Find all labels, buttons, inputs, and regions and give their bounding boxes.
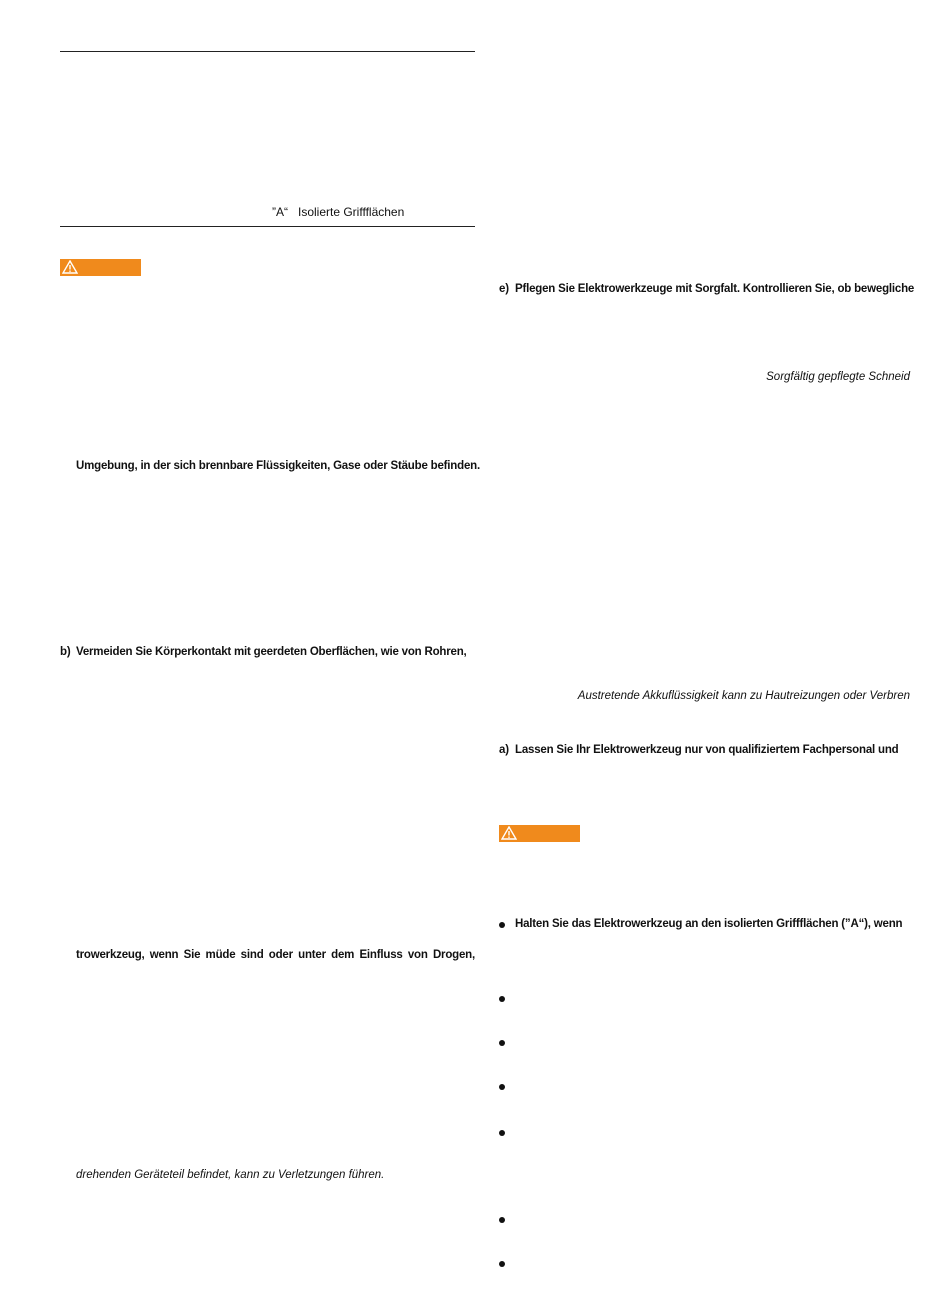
warning-bar <box>499 825 580 842</box>
text-akkufluessigkeit: Austretende Akkuflüssigkeit kann zu Hautreizungen oder Verbren <box>577 690 910 702</box>
text-umgebung: Umgebung, in der sich brennbare Flüssigkeiten, Gase oder Stäube befinden. <box>76 460 480 472</box>
bullet-text-halten: Halten Sie das Elektrowerkzeug an den isolierten Griffflächen (”A“), wenn <box>515 918 903 930</box>
bullet-point <box>499 1130 505 1136</box>
list-item-text: Pflegen Sie Elektrowerkzeuge mit Sorgfalt. Kontrollieren Sie, ob bewegliche <box>515 283 915 295</box>
bullet-point <box>499 1084 505 1090</box>
warning-triangle-icon <box>62 260 78 274</box>
list-marker: b) <box>60 646 71 658</box>
figure-bottom-rule <box>60 226 475 227</box>
bullet-point <box>499 996 505 1002</box>
figure-label: ”A“ <box>272 205 288 219</box>
bullet-point <box>499 922 505 928</box>
list-item-text: Lassen Sie Ihr Elektrowerkzeug nur von qualifiziertem Fachpersonal und <box>515 744 899 756</box>
list-marker: e) <box>499 283 509 295</box>
bullet-point <box>499 1040 505 1046</box>
text-sorgfaeltig: Sorgfältig gepflegte Schneid <box>766 371 910 383</box>
list-item-e <box>499 283 914 295</box>
text-trowerkzeug: trowerkzeug, wenn Sie müde sind oder unter dem Einfluss von Drogen, <box>76 949 475 961</box>
list-item-b <box>60 646 467 658</box>
list-item-text: Vermeiden Sie Körperkontakt mit geerdeten Oberflächen, wie von Rohren, <box>76 646 467 658</box>
text-drehenden: drehenden Geräteteil befindet, kann zu Verletzungen führen. <box>76 1169 385 1181</box>
list-marker: a) <box>499 744 509 756</box>
figure-top-rule <box>60 51 475 52</box>
list-item-a <box>499 744 899 756</box>
bullet-point <box>499 1261 505 1267</box>
figure-caption: Isolierte Griffflächen <box>298 205 405 219</box>
warning-triangle-icon <box>501 826 517 840</box>
bullet-point <box>499 1217 505 1223</box>
warning-bar <box>60 259 141 276</box>
